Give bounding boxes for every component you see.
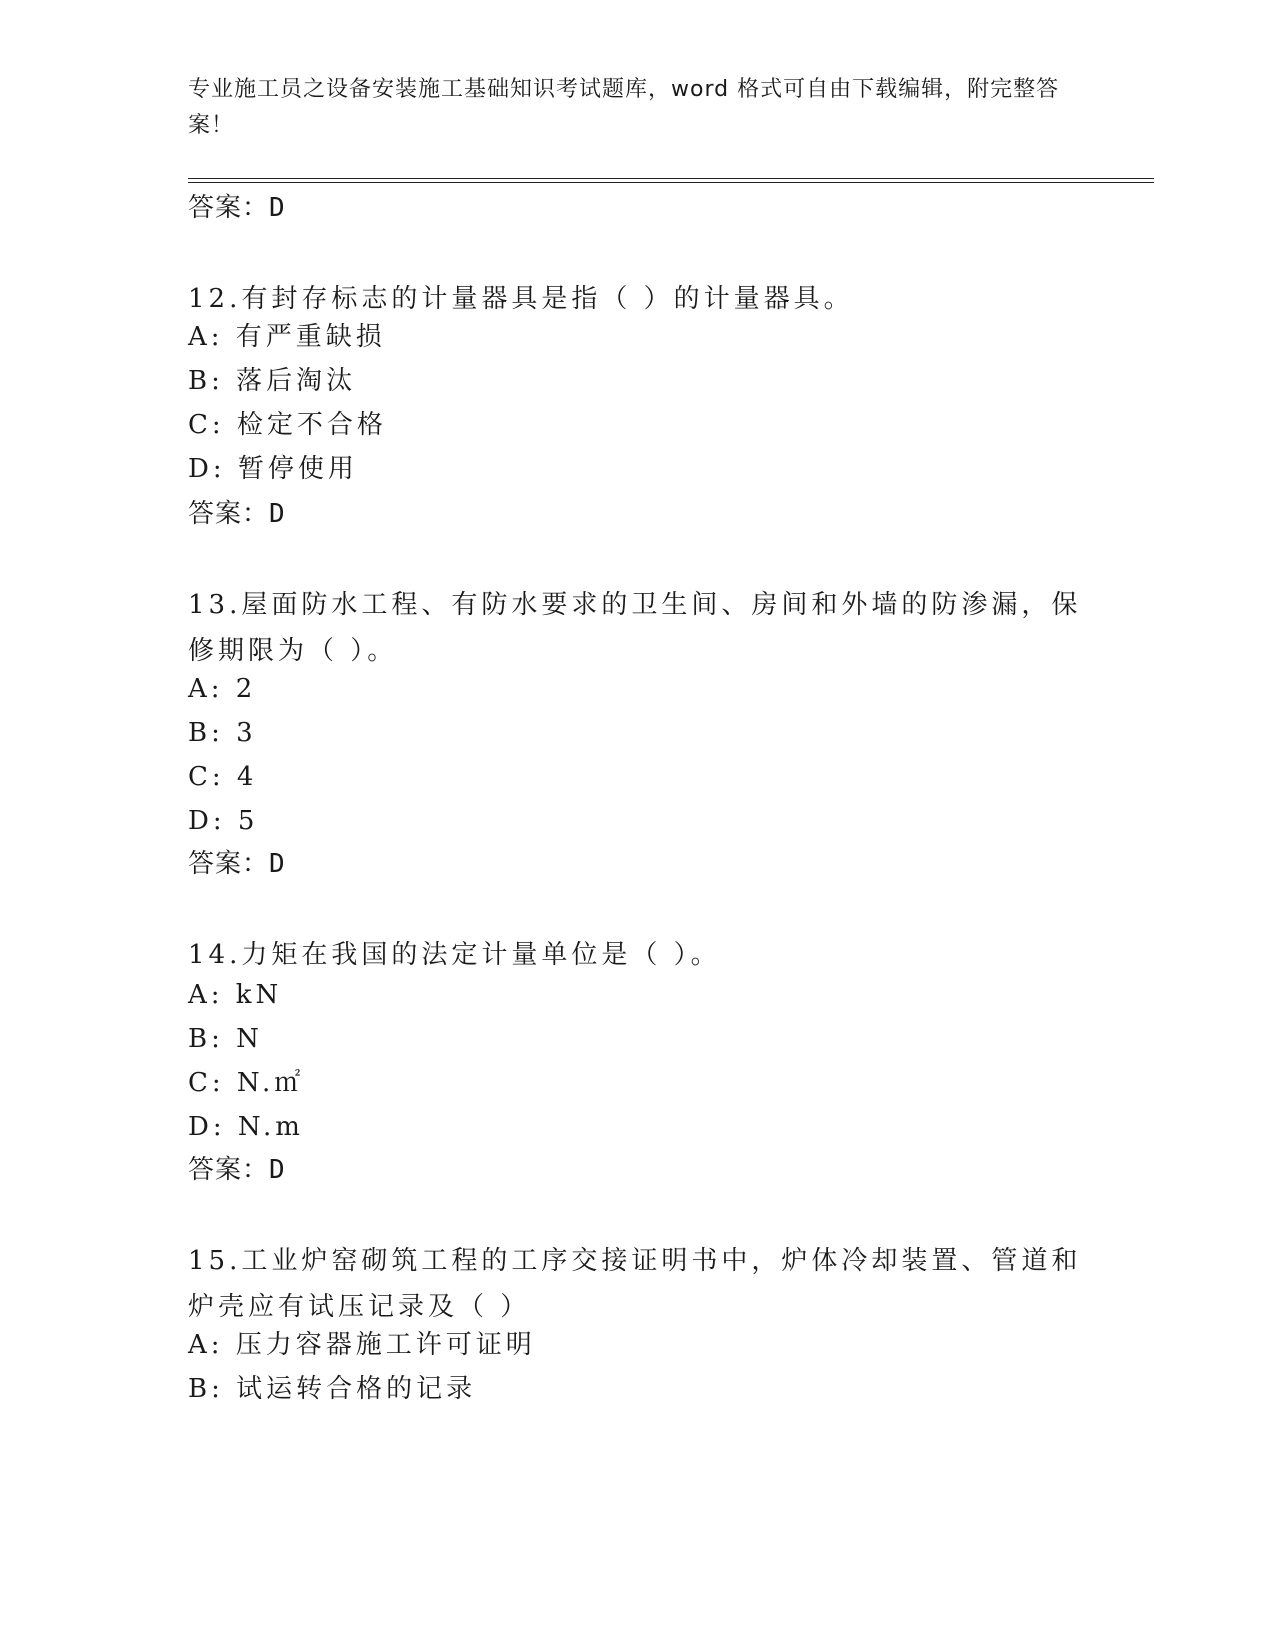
document-header: 专业施工员之设备安装施工基础知识考试题库，word 格式可自由下载编辑，附完整答案！ (188, 77, 1060, 138)
answer-label: 答案： (188, 849, 270, 879)
option-a: A: 压力容器施工许可证明 (188, 1330, 536, 1360)
option-d: D: 5 (188, 806, 259, 836)
answer-line (188, 1154, 286, 1186)
option-a: A: kN (188, 980, 283, 1010)
answer-line (188, 498, 286, 530)
question-stem: 15.工业炉窑砌筑工程的工序交接证明书中，炉体冷却装置、管道和炉壳应有试压记录及（ ） (188, 1246, 1082, 1322)
option-a: A: 2 (188, 674, 257, 704)
option-b: B: 试运转合格的记录 (188, 1374, 477, 1404)
answer-value: D (269, 499, 286, 529)
option-a: A: 有严重缺损 (188, 322, 386, 352)
answer-value: D (269, 849, 286, 879)
answer-value: D (269, 1155, 286, 1185)
option-c: C: N.㎡ (188, 1068, 305, 1098)
option-b: B: 落后淘汰 (188, 366, 357, 396)
question-stem: 13.屋面防水工程、有防水要求的卫生间、房间和外墙的防渗漏，保修期限为（ ）。 (188, 590, 1082, 666)
answer-label: 答案： (188, 193, 270, 223)
option-b: B: N (188, 1024, 263, 1054)
option-d: D: N.m (188, 1112, 304, 1142)
answer-label: 答案： (188, 499, 270, 529)
option-b: B: 3 (188, 718, 257, 748)
answer-label: 答案： (188, 1155, 270, 1185)
answer-value: D (269, 193, 286, 223)
option-c: C: 4 (188, 762, 258, 792)
question-stem: 14.力矩在我国的法定计量单位是（ ）。 (188, 940, 721, 970)
answer-line (188, 192, 286, 224)
option-d: D: 暂停使用 (188, 454, 358, 484)
answer-line (188, 848, 286, 880)
option-c: C: 检定不合格 (188, 410, 387, 440)
header-divider-bottom (188, 182, 1154, 183)
header-divider-top (188, 178, 1154, 179)
question-stem: 12.有封存标志的计量器具是指（ ）的计量器具。 (188, 284, 854, 314)
